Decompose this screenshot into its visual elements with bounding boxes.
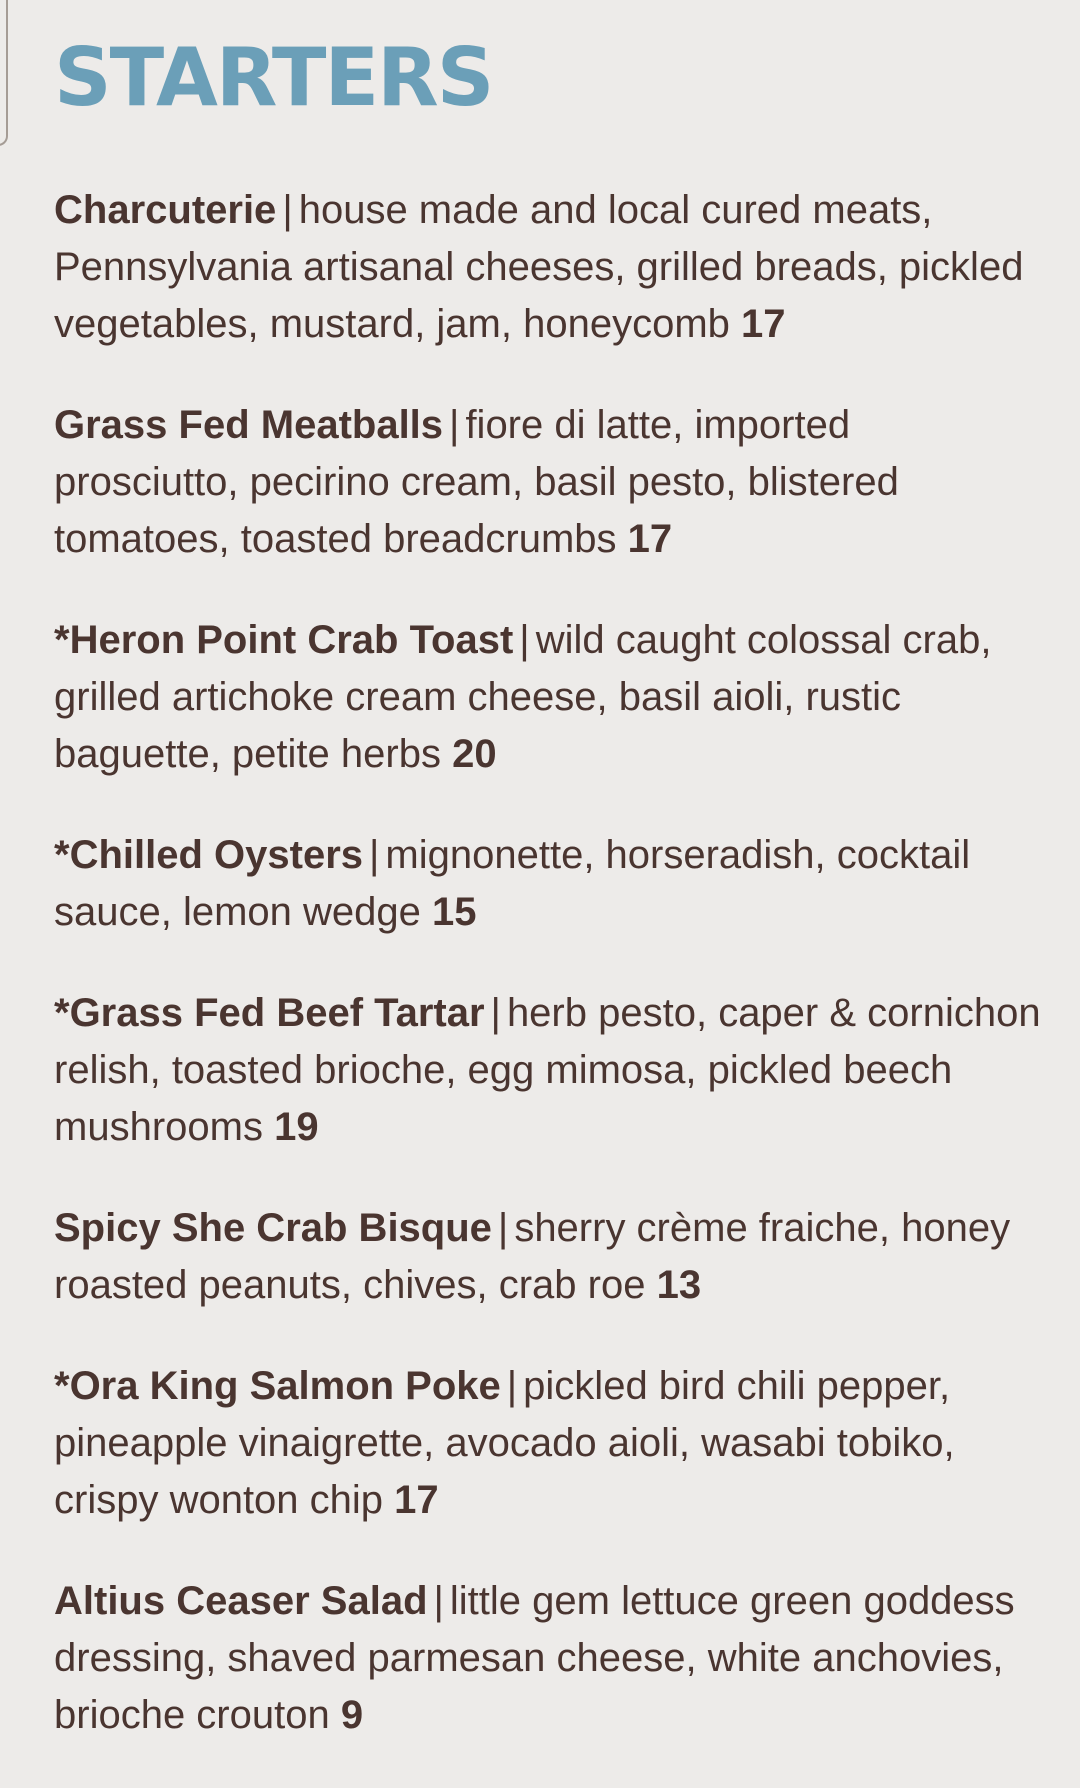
item-separator: | — [519, 618, 530, 662]
item-separator: | — [449, 403, 460, 447]
item-description: house made and local cured meats, Pennsylvania artisanal cheeses, grilled breads, pickled vegetables, mustard, jam, honeycomb — [54, 188, 1024, 346]
menu-item — [54, 612, 1044, 783]
menu-item — [54, 827, 1044, 941]
item-price: 15 — [432, 890, 477, 934]
item-price: 20 — [452, 732, 497, 776]
item-separator: | — [506, 1364, 518, 1408]
item-separator: | — [282, 188, 293, 232]
item-description: pickled bird chili pepper, pineapple vinaigrette, avocado aioli, wasabi tobiko, crispy wonton chip — [54, 1364, 955, 1522]
item-description: wild caught colossal crab, grilled artichoke cream cheese, basil aioli, rustic baguette, petite herbs — [54, 618, 992, 776]
item-price: 19 — [274, 1105, 319, 1149]
item-name: *Ora King Salmon Poke — [54, 1364, 501, 1408]
item-name: *Chilled Oysters — [54, 833, 364, 877]
item-name: *Grass Fed Beef Tartar — [54, 991, 485, 1035]
menu-item — [54, 1573, 1044, 1744]
menu-item — [54, 182, 1044, 353]
menu-item — [54, 1200, 1044, 1314]
item-description: mignonette, horseradish, cocktail sauce, lemon wedge — [54, 833, 971, 934]
item-name: Grass Fed Meatballs — [54, 403, 444, 447]
item-price: 9 — [340, 1693, 364, 1737]
menu-item — [54, 985, 1044, 1156]
menu-item — [54, 397, 1044, 568]
item-separator: | — [433, 1579, 444, 1623]
item-price: 13 — [656, 1263, 702, 1307]
item-price: 17 — [394, 1478, 439, 1522]
item-name: Spicy She Crab Bisque — [54, 1206, 492, 1250]
item-name: Charcuterie — [54, 188, 277, 232]
item-description: sherry crème fraiche, honey roasted peanuts, chives, crab roe — [54, 1206, 1011, 1307]
page-edge-marker — [0, 0, 8, 146]
item-separator: | — [490, 991, 501, 1035]
section-title: STARTERS — [54, 31, 493, 124]
menu-item — [54, 1358, 1044, 1529]
item-separator: | — [369, 833, 380, 877]
item-description: little gem lettuce green goddess dressing, shaved parmesan cheese, white anchovies, brioche crouton — [54, 1579, 1015, 1737]
item-description: fiore di latte, imported prosciutto, pecirino cream, basil pesto, blistered tomatoes, toasted breadcrumbs — [54, 403, 899, 561]
item-price: 17 — [627, 517, 673, 561]
item-separator: | — [497, 1206, 509, 1250]
starters-menu — [54, 31, 1044, 1788]
item-price: 17 — [741, 302, 786, 346]
item-name: *Heron Point Crab Toast — [54, 618, 514, 662]
item-name: Altius Ceaser Salad — [54, 1579, 428, 1623]
item-description: herb pesto, caper & cornichon relish, toasted brioche, egg mimosa, pickled beech mushrooms — [54, 991, 1041, 1149]
